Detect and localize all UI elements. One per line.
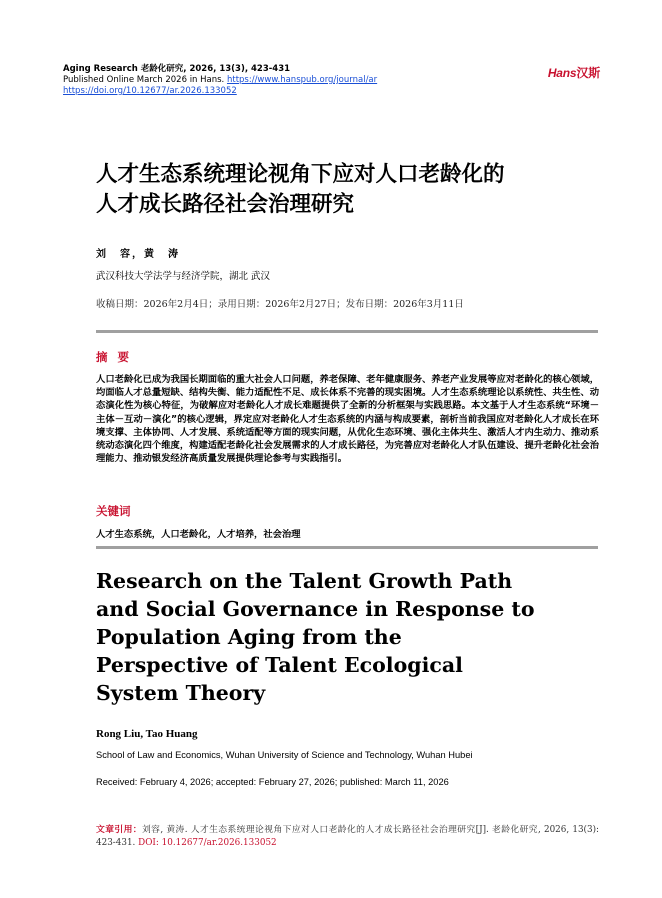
doi-url-link[interactable]: https://doi.org/10.12677/ar.2026.133052	[63, 86, 237, 96]
en-dates: Received: February 4, 2026; accepted: February 27, 2026; published: March 11, 2026	[96, 777, 449, 787]
divider-top	[96, 330, 598, 333]
cn-title-line2: 人才成长路径社会治理研究	[96, 192, 355, 217]
hans-logo	[548, 64, 600, 81]
published-line	[63, 75, 603, 86]
keywords-heading: 关键词	[96, 504, 131, 518]
journal-citation-line: Aging Research 老龄化研究, 2026, 13(3), 423-431	[63, 64, 291, 74]
doi-line	[63, 86, 603, 97]
citation-doi[interactable]: DOI: 10.12677/ar.2026.133052	[138, 838, 277, 848]
divider-bottom	[96, 546, 598, 549]
journal-header	[63, 64, 603, 97]
citation-text: 刘容, 黄涛. 人才生态系统理论视角下应对人口老龄化的人才成长路径社会治理研究[J]. 老龄化研究, 2026, 13(3): 423-431.	[96, 825, 599, 848]
journal-url-link[interactable]: https://www.hanspub.org/journal/ar	[226, 75, 378, 85]
citation-label: 文章引用：	[96, 825, 142, 835]
cn-keywords: 人才生态系统，人口老龄化，人才培养，社会治理	[96, 529, 301, 540]
cn-affiliation: 武汉科技大学法学与经济学院，湖北 武汉	[96, 271, 271, 282]
abstract-heading: 摘 要	[96, 350, 133, 364]
en-authors: Rong Liu, Tao Huang	[96, 728, 198, 740]
cn-title-line1: 人才生态系统理论视角下应对人口老龄化的	[96, 162, 505, 187]
en-title: Research on the Talent Growth Path and Social Governance in Response to Population Aging from the Perspective of Talent Ecological System Theory	[96, 569, 535, 705]
cn-title	[96, 160, 596, 220]
cn-authors: 刘 容，黄 涛	[96, 249, 180, 260]
cn-dates: 收稿日期：2026年2月4日；录用日期：2026年2月27日；发布日期：2026年3月11日	[96, 299, 464, 310]
logo-latin: Hans	[547, 66, 577, 80]
logo-cn: 汉斯	[576, 66, 600, 80]
en-affiliation: School of Law and Economics, Wuhan University of Science and Technology, Wuhan Hubei	[96, 750, 473, 760]
published-prefix: Published Online March 2026 in Hans.	[63, 75, 227, 85]
article-citation	[96, 824, 599, 850]
cn-abstract: 人口老龄化已成为我国长期面临的重大社会人口问题，养老保障、老年健康服务、养老产业发展等应对老龄化的核心领域，均面临人才总量短缺、结构失衡、能力适配性不足、成长体系不完善的现实困境。人才生态系统理论以系统性、共生性、动态演化性为核心特征，为破解应对老龄化人才成长难题提供了全新的分析框架与实践思路。本文基于人才生态系统“环境－主体－互动－演化”的核心逻辑，界定应对老龄化人才生态系统的内涵与构成要素，剖析当前我国应对老龄化人才成长在环境支撑、主体协同、人才发展、系统适配等方面的现实问题，从优化生态环境、强化主体共生、激活人才内生动力、推动系统动态演化四个维度，构建适配老龄化社会发展需求的人才成长路径，为完善应对老龄化人才队伍建设、提升老龄化社会治理能力、推动银发经济高质量发展提供理论参考与实践指引。	[96, 374, 599, 465]
